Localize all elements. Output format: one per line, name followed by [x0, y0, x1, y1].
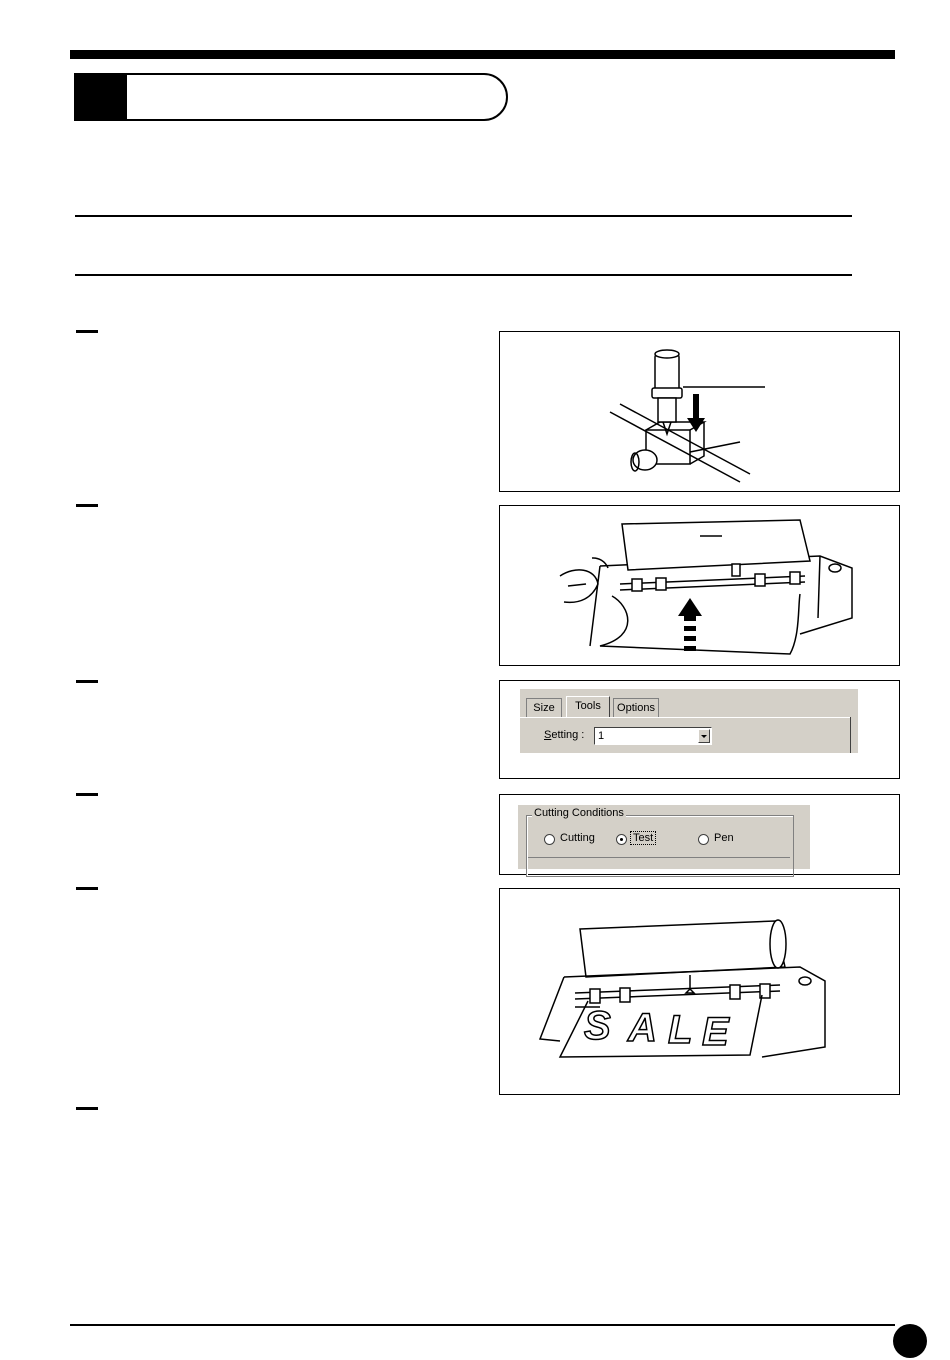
tab-options[interactable]: Options — [613, 698, 659, 718]
step-marker-4 — [76, 793, 98, 796]
chevron-down-icon[interactable] — [698, 729, 710, 743]
label-cutting: Cutting — [560, 832, 595, 844]
step-marker-5 — [76, 887, 98, 890]
setting-label: Setting : — [544, 729, 585, 741]
blade-holder-drawing — [500, 332, 899, 491]
setting-select[interactable] — [594, 727, 712, 745]
sale-letter-e: E — [702, 1010, 729, 1054]
tab-size[interactable]: Size — [526, 698, 562, 718]
illustration-load-material — [499, 505, 900, 666]
divider-rule-lower — [75, 274, 852, 276]
label-test: Test — [630, 831, 656, 845]
illustration-tools-dialog — [499, 680, 900, 779]
top-rule — [70, 50, 895, 59]
step-marker-1 — [76, 330, 98, 333]
section-number-block — [75, 74, 127, 120]
step-marker-3 — [76, 680, 98, 683]
cutting-conditions-group — [526, 815, 794, 877]
bottom-rule — [70, 1324, 895, 1326]
radio-test[interactable] — [616, 834, 627, 845]
illustration-sale-result — [499, 888, 900, 1095]
illustration-cutting-conditions — [499, 794, 900, 875]
cutting-conditions-panel — [518, 805, 810, 869]
sale-letter-l: L — [668, 1008, 693, 1052]
cutting-conditions-title: Cutting Conditions — [534, 807, 624, 819]
section-heading-tab — [74, 73, 510, 121]
sale-letter-s: S — [584, 1004, 611, 1048]
sale-result-drawing — [500, 889, 899, 1094]
label-pen: Pen — [714, 832, 734, 844]
divider-rule-upper — [75, 215, 852, 217]
radio-cutting[interactable] — [544, 834, 555, 845]
step-marker-6 — [76, 1107, 98, 1110]
radio-pen[interactable] — [698, 834, 709, 845]
page-number-dot — [893, 1324, 927, 1358]
tools-dialog-panel — [520, 689, 858, 753]
setting-value: 1 — [598, 730, 605, 742]
tab-tools[interactable]: Tools — [566, 696, 610, 718]
sale-letter-a: A — [628, 1006, 657, 1050]
load-material-drawing — [500, 506, 899, 665]
step-marker-2 — [76, 504, 98, 507]
illustration-blade-holder — [499, 331, 900, 492]
